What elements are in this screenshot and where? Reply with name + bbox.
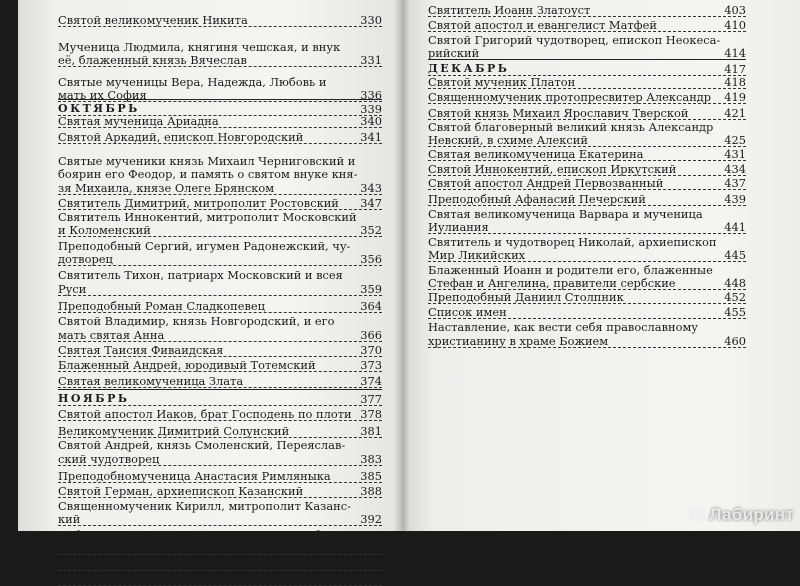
toc-entry-line (428, 176, 746, 190)
toc-entry-line (58, 181, 382, 195)
toc-entry-line (428, 235, 746, 249)
month-name: ДЕКАБРЬ (428, 62, 510, 75)
page-number: 373 (360, 358, 382, 372)
labirint-logo-icon (689, 506, 705, 522)
toc-entry-line (428, 220, 746, 234)
entry-title: Святой мученик Платон (428, 75, 576, 89)
entry-title: дотворец (58, 252, 113, 266)
page-number: 336 (360, 88, 382, 102)
toc-entry-line (428, 290, 746, 304)
toc-entry-line (58, 358, 382, 372)
page-number: 460 (724, 334, 746, 348)
dot-leader (428, 318, 746, 319)
entry-title: Преподобный Сергий, игумен Радонежский, чу- (58, 239, 351, 253)
page-number: 400 (360, 572, 382, 586)
entry-title: Великомученик Димитрий Солунский (58, 424, 290, 438)
page-number: 410 (724, 18, 746, 32)
dot-leader (58, 356, 382, 357)
entry-title: Преподобномученица Анастасия Римляныка (58, 469, 331, 483)
entry-title: Мученица Людмила, княгиня чешская, и внук (58, 40, 341, 54)
toc-entry-line (58, 572, 382, 586)
page-number: 441 (724, 220, 746, 234)
page-number: 395 (360, 557, 382, 571)
page-number: 340 (360, 114, 382, 128)
entry-title: Блаженный Иоанн и родители его, блаженные (428, 263, 713, 277)
toc-entry-line (58, 374, 382, 388)
entry-title: Святые мученицы Вера, Надежда, Любовь и (58, 75, 327, 89)
entry-title: Святой Аркадий, епископ Новгородский (58, 130, 304, 144)
entry-title: Священномученик Кирилл, митрополит Казанс- (58, 499, 351, 513)
entry-title: Святые мученики князь Михаил Черниговский и (58, 154, 356, 168)
dot-leader (58, 525, 382, 526)
dot-leader (428, 205, 746, 206)
toc-entry-line (58, 223, 382, 237)
entry-title: Святой благоверный великий князь Александр (428, 120, 714, 134)
entry-title: Собор архистратига Михаила и прочих небесных (58, 528, 357, 542)
toc-entry-line (428, 18, 746, 32)
dot-leader (58, 143, 382, 144)
toc-entry-line (58, 557, 382, 571)
toc-entry-line (428, 305, 746, 319)
entry-title: Святая великомученица Злата (58, 374, 244, 388)
dot-leader (428, 103, 746, 104)
entry-title: Святые мученики Виктор и Стефанида (58, 557, 295, 571)
month-divider (58, 389, 382, 390)
page-number: 455 (724, 305, 746, 319)
dot-leader (428, 16, 746, 17)
toc-entry-line (428, 3, 746, 17)
dot-leader (58, 341, 382, 342)
entry-title: Святой апостол Андрей Первозванный (428, 176, 664, 190)
month-name: ОКТЯБРЬ (58, 102, 140, 115)
page-number: 339 (360, 102, 382, 116)
dot-leader (58, 482, 382, 483)
entry-title: Стефан и Ангелина, правители сербские (428, 276, 676, 290)
toc-entry-line (58, 499, 382, 513)
page-number: 434 (724, 162, 746, 176)
page-number: 418 (724, 75, 746, 89)
page-number: 378 (360, 407, 382, 421)
toc-entry-line (58, 196, 382, 210)
entry-title: Святитель Димитрий, митрополит Ростовский (58, 196, 339, 210)
toc-entry-line (58, 114, 382, 128)
toc-entry-line (58, 75, 382, 89)
page-number: 414 (724, 46, 746, 60)
entry-title: кий (58, 512, 81, 526)
entry-title: Наставление, как вести себя православному (428, 320, 699, 334)
dot-leader (428, 88, 746, 89)
month-divider (58, 99, 382, 100)
entry-title: Преподобный Роман Сладкопевец (58, 299, 265, 313)
entry-title: христианину в храме Божием (428, 334, 609, 348)
page-number: 347 (360, 196, 382, 210)
entry-title: её, блаженный князь Вячеслав (58, 53, 247, 67)
dot-leader (58, 312, 382, 313)
toc-entry-line (58, 154, 382, 168)
dot-leader (428, 261, 746, 262)
toc-entry-line (428, 133, 746, 147)
toc-entry-line (428, 276, 746, 290)
entry-title: Святой великомученик Никита (58, 13, 248, 27)
page-number: 452 (724, 290, 746, 304)
toc-entry-line (58, 282, 382, 296)
dot-leader (58, 66, 382, 67)
entry-title: Мир Ликийских (428, 248, 526, 262)
page-number: 394 (360, 541, 382, 555)
month-name: НОЯБРЬ (58, 392, 130, 405)
entry-title: мать их София (58, 88, 147, 102)
toc-entry-line (428, 192, 746, 206)
toc-entry-line (428, 162, 746, 176)
toc-entry-line (58, 484, 382, 498)
page-number: 374 (360, 374, 382, 388)
page-number: 366 (360, 328, 382, 342)
page-number: 403 (724, 3, 746, 17)
toc-entry-line (58, 541, 382, 555)
entry-title: Святой князь Михаил Ярославич Тверской (428, 106, 689, 120)
toc-entry-line (58, 53, 382, 67)
entry-title: Священномученик протопресвитер Александр (428, 90, 712, 104)
toc-entry-line (58, 528, 382, 542)
page-number: 331 (360, 53, 382, 67)
toc-entry-line (58, 452, 382, 466)
entry-title: Святитель Тихон, патриарх Московский и всея (58, 268, 343, 282)
toc-entry-line (428, 263, 746, 277)
toc-entry-line (428, 46, 746, 60)
entry-title: Святая мученица Ариадна (58, 114, 219, 128)
entry-title: рийский (428, 46, 480, 60)
entry-title: Святая Таисия Фиваидская (58, 343, 224, 357)
watermark-text: Лабиринт (709, 505, 794, 524)
entry-title: Иулиания (428, 220, 489, 234)
page-number: 381 (360, 424, 382, 438)
entry-title: Святитель Иоанн Златоуст (428, 3, 591, 17)
dot-leader (58, 265, 382, 266)
entry-title: Святая великомученица Варвара и мученица (428, 207, 703, 221)
toc-entry-line (428, 147, 746, 161)
dot-leader (58, 194, 382, 195)
toc-entry-line (58, 314, 382, 328)
dot-leader (58, 26, 382, 27)
toc-entry-line (428, 207, 746, 221)
page-number: 377 (360, 392, 382, 406)
dot-leader (58, 497, 382, 498)
entry-title: Блаженный Андрей, юродивый Тотемский (58, 358, 316, 372)
book-gutter (394, 0, 410, 531)
page-number: 448 (724, 276, 746, 290)
page-number: 341 (360, 130, 382, 144)
toc-entry-line (428, 75, 746, 89)
dot-leader (58, 371, 382, 372)
toc-entry-line (58, 252, 382, 266)
left-page (18, 0, 402, 586)
page-number: 419 (724, 90, 746, 104)
entry-title: Список имен (428, 305, 507, 319)
toc-entry-line (428, 33, 746, 47)
dot-leader (428, 160, 746, 161)
dot-leader (58, 405, 382, 406)
toc-month-heading (58, 392, 382, 406)
toc-entry-line (58, 299, 382, 313)
page-number: 343 (360, 181, 382, 195)
page-number: 445 (724, 248, 746, 262)
toc-entry-line (428, 90, 746, 104)
page-number: 439 (724, 192, 746, 206)
month-divider (428, 59, 746, 60)
page-number: 385 (360, 469, 382, 483)
toc-entry-line (58, 328, 382, 342)
entry-title: ский чудотворец (58, 452, 160, 466)
toc-entry-line (58, 167, 382, 181)
dot-leader (58, 554, 382, 555)
toc-entry-line (58, 239, 382, 253)
page-number: 388 (360, 484, 382, 498)
page-number: 359 (360, 282, 382, 296)
entry-title: Святой Григорий чудотворец, епископ Неокеса- (428, 33, 721, 47)
page-number: 392 (360, 512, 382, 526)
entry-title: боярин его Феодор, и память о святом внуке кня- (58, 167, 358, 181)
dot-leader (428, 347, 746, 348)
toc-entry-line (58, 268, 382, 282)
entry-title: и Коломенский (58, 223, 151, 237)
page-number: 356 (360, 252, 382, 266)
watermark-logo (689, 505, 794, 525)
entry-title: Невский, в схиме Алексий (428, 133, 588, 147)
page-number: 352 (360, 223, 382, 237)
toc-entry-line (58, 438, 382, 452)
toc-entry-line (428, 334, 746, 348)
entry-title: зя Михаила, князе Олеге Брянском (58, 181, 275, 195)
toc-entry-line (58, 130, 382, 144)
entry-title: Святитель и чудотворец Николай, архиепископ (428, 235, 717, 249)
entry-title: Преподобный Афанасий Печерский (428, 192, 646, 206)
dot-leader (58, 127, 382, 128)
toc-entry-line (58, 469, 382, 483)
toc-entry-line (428, 106, 746, 120)
toc-entry-line (58, 407, 382, 421)
page-number: 330 (360, 13, 382, 27)
page-number: 383 (360, 452, 382, 466)
toc-entry-line (58, 210, 382, 224)
dot-leader (428, 303, 746, 304)
entry-title: Святой Владимир, князь Новгородский, и его (58, 314, 335, 328)
entry-title: Святой апостол Иаков, брат Господень по плоти (58, 407, 352, 421)
page-number: 421 (724, 106, 746, 120)
entry-title: Святой мученик Викентий диакон (58, 572, 266, 586)
entry-title: мать святая Анна (58, 328, 165, 342)
entry-title: Руси (58, 282, 87, 296)
toc-entry-line (428, 320, 746, 334)
toc-entry-line (58, 343, 382, 357)
toc-entry-line (58, 424, 382, 438)
dot-leader (58, 465, 382, 466)
dot-leader (428, 31, 746, 32)
dot-leader (428, 189, 746, 190)
entry-title: сил бесплотных (58, 541, 154, 555)
dot-leader (428, 233, 746, 234)
toc-entry-line (58, 13, 382, 27)
entry-title: Святой Иннокентий, епископ Иркутский (428, 162, 677, 176)
page-number: 437 (724, 176, 746, 190)
page-number: 417 (724, 62, 746, 76)
dot-leader (58, 420, 382, 421)
page-number: 425 (724, 133, 746, 147)
toc-entry-line (58, 40, 382, 54)
entry-title: Святитель Иннокентий, митрополит Московский (58, 210, 357, 224)
toc-entry-line (58, 512, 382, 526)
toc-month-heading (428, 62, 746, 76)
entry-title: Святой Герман, архиепископ Казанский (58, 484, 304, 498)
entry-title: Святая великомученица Екатерина (428, 147, 644, 161)
toc-entry-line (428, 120, 746, 134)
page-number: 431 (724, 147, 746, 161)
dot-leader (58, 570, 382, 571)
entry-title: Святой Андрей, князь Смоленский, Переяслав- (58, 438, 346, 452)
entry-title: Преподобный Даниил Столпник (428, 290, 624, 304)
dot-leader (58, 236, 382, 237)
page-number: 370 (360, 343, 382, 357)
entry-title: Святой апостол и евангелист Матфей (428, 18, 657, 32)
right-page (402, 0, 800, 531)
dot-leader (58, 387, 382, 388)
page-number: 364 (360, 299, 382, 313)
dot-leader (58, 295, 382, 296)
toc-entry-line (428, 248, 746, 262)
